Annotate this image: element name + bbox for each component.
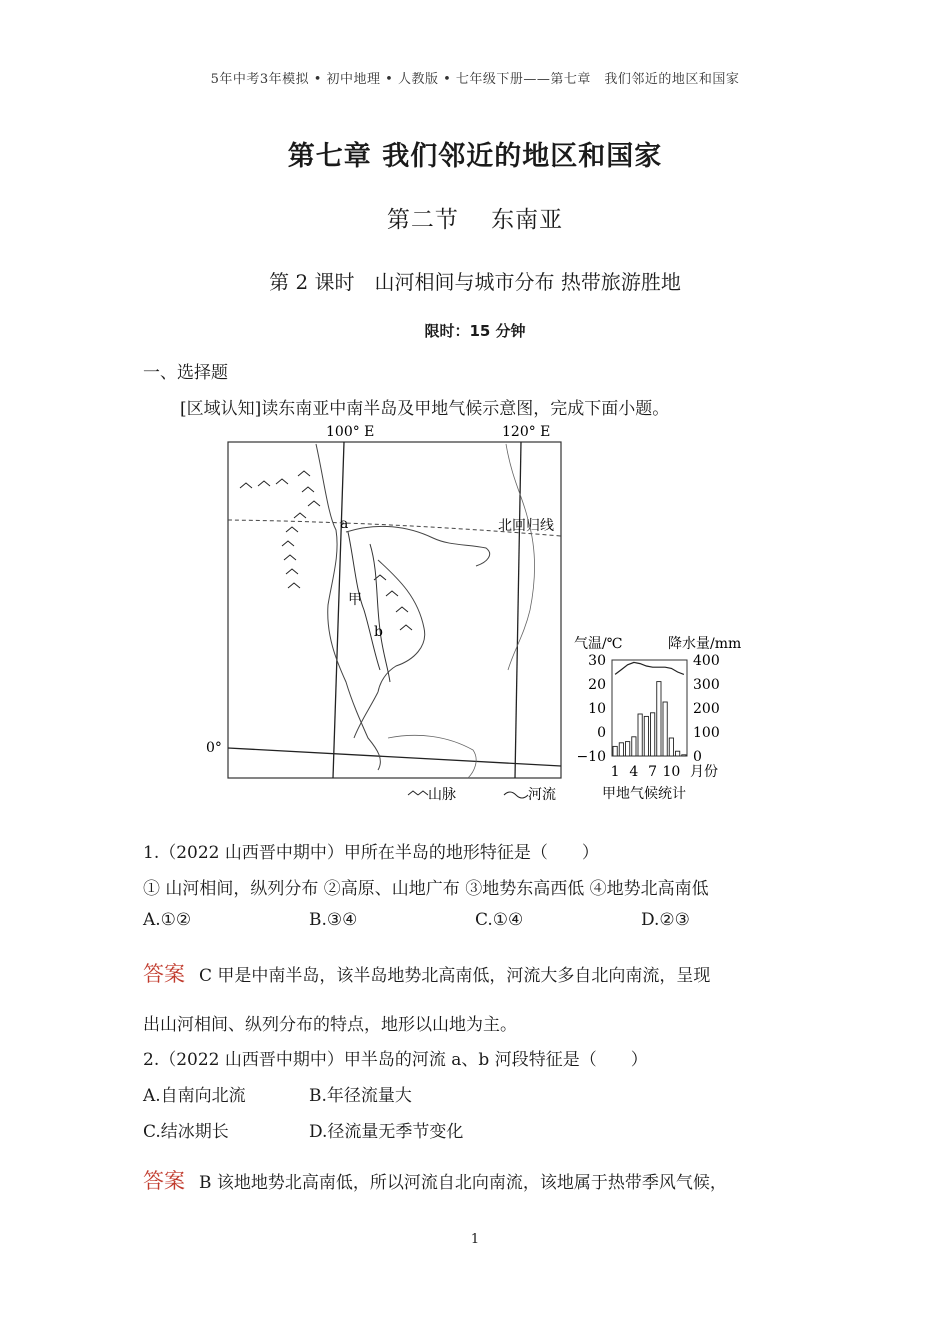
q2-stem: 2.（2022 山西晋中期中）甲半岛的河流 a、b 河段特征是（ ）: [143, 1050, 648, 1070]
q2-option-a: A.自南向北流: [143, 1086, 246, 1106]
temp-tick-label: 0: [597, 725, 606, 741]
running-header: 5年中考3年模拟 • 初中地理 • 人教版 • 七年级下册——第七章 我们邻近的地区和国家: [210, 72, 740, 87]
meridian-120e: [515, 442, 521, 778]
precip-bar: [676, 751, 680, 756]
figure-map-and-climate: [206, 420, 748, 810]
month-tick-label: 10: [662, 764, 681, 780]
river-b: [370, 544, 390, 682]
lesson-title: 第 2 课时 山河相间与城市分布 热带旅游胜地: [269, 270, 681, 294]
legend-mountain-label: 山脉: [428, 787, 456, 803]
label-b: b: [374, 624, 383, 640]
legend-river-label: 河流: [528, 787, 556, 803]
map-frame: [228, 442, 561, 778]
q1-statements: ① 山河相间，纵列分布 ②高原、山地广布 ③地势东高西低 ④地势北高南低: [143, 879, 709, 899]
q1-answer: [143, 958, 710, 988]
temp-tick-label: −10: [576, 749, 606, 765]
precip-bar: [669, 738, 673, 756]
climate-chart: [574, 635, 741, 802]
q2-option-b: B.年径流量大: [309, 1086, 412, 1106]
month-unit: 月份: [690, 764, 718, 780]
precip-bar: [682, 755, 686, 756]
label-100e: 100° E: [326, 424, 375, 440]
temp-tick-label: 10: [588, 701, 606, 717]
climate-caption: 甲地气候统计: [602, 786, 686, 802]
label-equator: 0°: [206, 740, 222, 756]
q1-stem: 1.（2022 山西晋中期中）甲所在半岛的地形特征是（ ）: [143, 843, 599, 863]
q1-answer-text-1: C 甲是中南半岛，该半岛地势北高南低，河流大多自北向南流，呈现: [199, 966, 711, 986]
q2-answer: [143, 1165, 727, 1195]
q2-answer-label: 答案: [143, 1169, 185, 1193]
precip-bar: [657, 682, 661, 756]
precip-bar: [638, 714, 642, 756]
temp-axis-title: 气温/℃: [574, 636, 623, 652]
q1-answer-label: 答案: [143, 962, 185, 986]
equator-line: [228, 748, 561, 766]
temp-tick-label: 20: [588, 677, 606, 693]
q2-option-c: C.结冰期长: [143, 1122, 229, 1142]
precip-bar: [619, 743, 623, 756]
precip-bar: [626, 742, 630, 756]
label-120e: 120° E: [502, 424, 551, 440]
month-tick-label: 7: [648, 764, 658, 780]
q1-option-c: C.①④: [475, 910, 524, 930]
label-tropic: 北回归线: [498, 518, 554, 534]
precip-bar: [644, 716, 648, 756]
precip-tick-label: 100: [693, 725, 720, 741]
climate-frame: [612, 660, 687, 756]
q1-answer-text-2: 出山河相间、纵列分布的特点，地形以山地为主。: [143, 1015, 517, 1035]
label-a: a: [340, 516, 349, 532]
precip-bars: [613, 682, 686, 756]
q1-option-b: B.③④: [309, 910, 358, 930]
q1-option-a: A.①②: [143, 910, 192, 930]
coast-north: [346, 526, 490, 566]
section-title: 第二节 东南亚: [386, 207, 564, 233]
meridian-100e: [333, 442, 344, 778]
label-jia: 甲: [348, 592, 362, 608]
chapter-title: 第七章 我们邻近的地区和国家: [287, 141, 663, 172]
precip-tick-label: 0: [693, 749, 702, 765]
q2-answer-text-1: B 该地地势北高南低，所以河流自北向南流，该地属于热带季风气候，: [199, 1173, 727, 1193]
q1-option-d: D.②③: [641, 910, 690, 930]
q2-option-d: D.径流量无季节变化: [309, 1122, 464, 1142]
precip-bar: [613, 746, 617, 756]
legend-river-icon: [504, 792, 528, 798]
precip-tick-label: 200: [693, 701, 720, 717]
question-intro: [区域认知]读东南亚中南半岛及甲地气候示意图，完成下面小题。: [180, 399, 670, 419]
temp-line: [615, 662, 684, 674]
temp-ticks: [576, 653, 606, 765]
legend-mountain-icon: [408, 791, 428, 795]
time-limit: 限时：15 分钟: [424, 322, 526, 340]
page-number: 1: [470, 1232, 480, 1247]
precip-bar: [651, 713, 655, 756]
precip-ticks: [693, 653, 720, 765]
precip-tick-label: 300: [693, 677, 720, 693]
part-heading: 一、选择题: [143, 363, 228, 383]
precip-bar: [632, 737, 636, 756]
precip-axis-title: 降水量/mm: [668, 636, 742, 652]
month-tick-label: 1: [610, 764, 620, 780]
month-tick-label: 4: [629, 764, 639, 780]
temp-tick-label: 30: [588, 653, 606, 669]
month-ticks: [611, 764, 681, 780]
precip-tick-label: 400: [693, 653, 720, 669]
precip-bar: [663, 702, 667, 756]
coast-borneo: [388, 735, 476, 778]
